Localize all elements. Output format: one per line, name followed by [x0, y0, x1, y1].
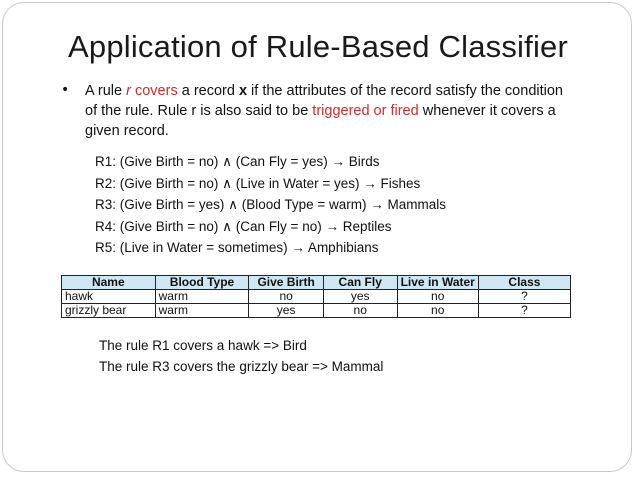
bullet-text-part1: A rule — [85, 83, 127, 99]
cell-live-in-water: no — [397, 290, 478, 304]
rule-r1: R1: (Give Birth = no) ∧ (Can Fly = yes) → Birds — [95, 154, 380, 169]
cell-class: ? — [478, 304, 570, 318]
conclusions-list — [99, 335, 383, 377]
rule-r2: R2: (Give Birth = no) ∧ (Live in Water = yes) → Fishes — [95, 175, 421, 191]
conclusion-grizzly-bear: The rule R3 covers the grizzly bear => Mammal — [99, 359, 384, 374]
cell-give-birth: yes — [249, 304, 323, 318]
cell-blood-type: warm — [155, 304, 249, 318]
header-give-birth: Give Birth — [249, 276, 323, 290]
rules-list — [95, 151, 446, 259]
bullet-text-part3: if the attributes of the record satisfy the condition of the rule. Rule r is also said to be — [85, 83, 563, 119]
table-row — [62, 304, 571, 318]
cell-can-fly: no — [323, 304, 397, 318]
rule-r5: R5: (Live in Water = sometimes) → Amphibians — [95, 240, 379, 255]
slide — [2, 2, 632, 472]
table-row — [62, 290, 571, 304]
cell-blood-type: warm — [155, 290, 249, 304]
records-table — [61, 275, 571, 318]
bullet-triggered-highlight: triggered or fired — [312, 103, 419, 119]
rule-r4: R4: (Give Birth = no) ∧ (Can Fly = no) → Reptiles — [95, 218, 392, 234]
header-class: Class — [478, 276, 570, 290]
cell-give-birth: no — [249, 290, 323, 304]
bullet-x-bold: x — [238, 83, 248, 99]
bullet-marker: • — [61, 82, 70, 98]
cell-can-fly: yes — [323, 290, 397, 304]
slide-title: Application of Rule-Based Classifier — [68, 29, 568, 64]
header-name: Name — [62, 276, 156, 290]
rule-r3: R3: (Give Birth = yes) ∧ (Blood Type = warm) → Mammals — [95, 197, 446, 212]
bullet-paragraph — [85, 81, 575, 141]
bullet-text-part2: a record — [177, 83, 239, 99]
cell-class: ? — [478, 290, 570, 304]
header-live-in-water: Live in Water — [397, 276, 478, 290]
cell-name: hawk — [62, 290, 156, 304]
header-can-fly: Can Fly — [323, 276, 397, 290]
bullet-covers-highlight: covers — [130, 83, 178, 99]
cell-live-in-water: no — [397, 304, 478, 318]
bullet-r-italic: r — [126, 83, 131, 99]
table-header-row — [62, 276, 571, 290]
header-blood-type: Blood Type — [155, 276, 249, 290]
cell-name: grizzly bear — [62, 304, 156, 318]
conclusion-hawk: The rule R1 covers a hawk => Bird — [99, 338, 307, 353]
bullet-text-part4: whenever it covers a given record. — [85, 103, 556, 139]
